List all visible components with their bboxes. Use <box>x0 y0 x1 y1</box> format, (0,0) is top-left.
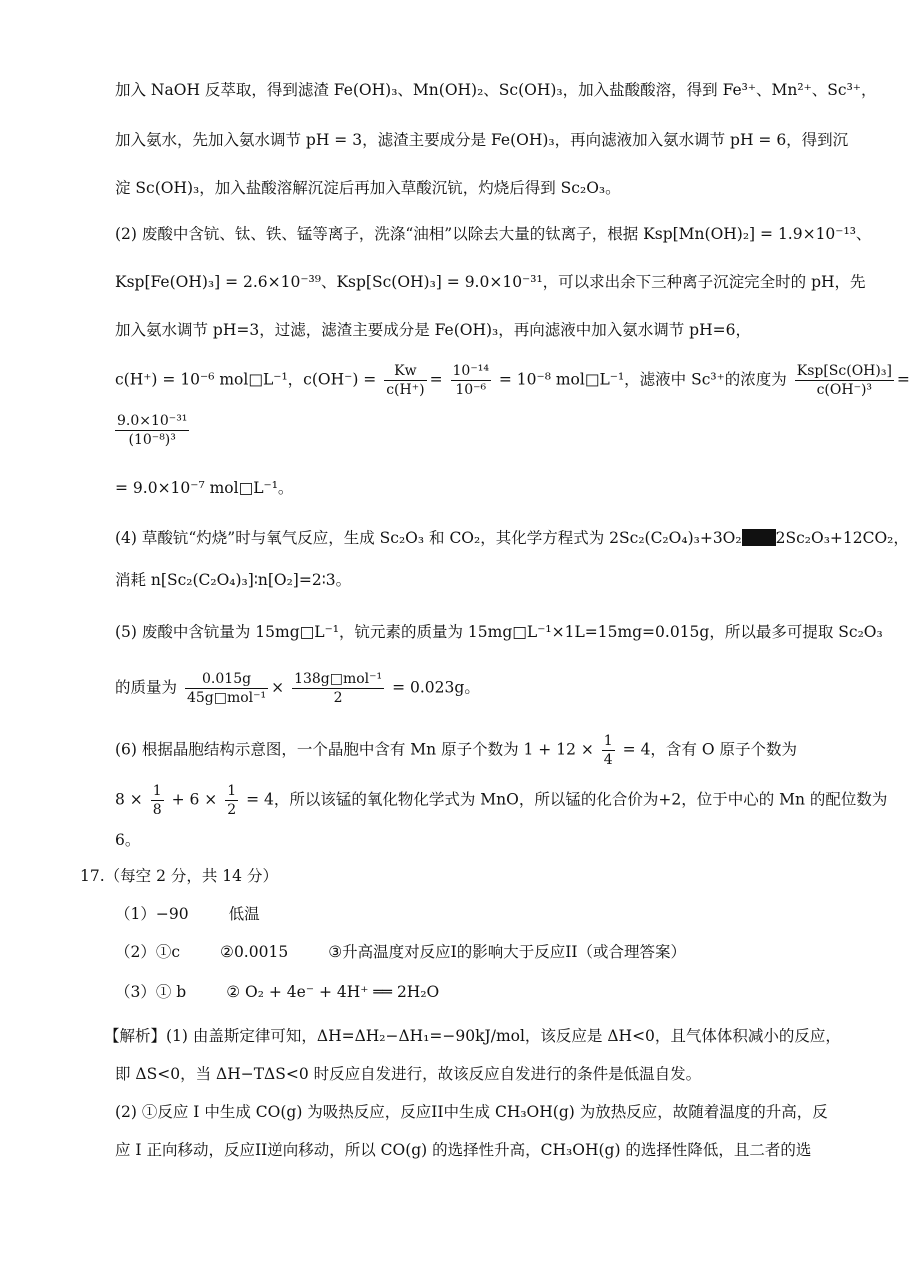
fraction <box>292 670 384 707</box>
answer-part: ② O₂ + 4e⁻ + 4H⁺ ══ 2H₂O <box>226 983 440 1001</box>
text-line: 【解析】(1) 由盖斯定律可知，ΔH=ΔH₂−ΔH₁=−90kJ/mol，该反应是 ΔH<0，且气体体积减小的反应， <box>104 1027 841 1045</box>
numerator: 1 <box>227 783 237 799</box>
text-segment: c(H⁺) = 10⁻⁶ mol□L⁻¹，c(OH⁻) = <box>115 370 377 389</box>
text-segment: = 4，所以该锰的氧化物化学式为 MnO，所以锰的化合价为+2，位于中心的 Mn 的配位数为 <box>246 790 888 809</box>
text-segment: = 10⁻⁸ mol□L⁻¹，滤液中 Sc³⁺的浓度为 <box>498 370 787 389</box>
text-segment: = 4，含有 O 原子个数为 <box>622 740 797 759</box>
text-line: Ksp[Fe(OH)₃] = 2.6×10⁻³⁹、Ksp[Sc(OH)₃] = 9.0×10⁻³¹，可以求出余下三种离子沉淀完全时的 pH，先 <box>115 273 866 291</box>
text-segment: (4) 草酸钪“灼烧”时与氧气反应，生成 Sc₂O₃ 和 CO₂，其化学方程式为 2Sc₂(C₂O₄)₃+3O₂ <box>115 529 742 547</box>
numerator: Ksp[Sc(OH)₃] <box>796 363 892 379</box>
denominator: 2 <box>227 802 237 818</box>
redacted-condition-mark <box>742 529 776 546</box>
text-line: (5) 废酸中含钪量为 15mg□L⁻¹，钪元素的质量为 15mg□L⁻¹×1L=15mg=0.015g，所以最多可提取 Sc₂O₃ <box>115 623 883 641</box>
numerator: 10⁻¹⁴ <box>452 363 489 379</box>
text-line: (2) 废酸中含钪、钛、铁、锰等离子，洗涤“油相”以除去大量的钛离子，根据 Ksp[Mn(OH)₂] = 1.9×10⁻¹³、 <box>115 225 872 243</box>
text-line: 加入氨水调节 pH=3，过滤，滤渣主要成分是 Fe(OH)₃，再向滤液中加入氨水调节 pH=6， <box>115 321 751 339</box>
text-line: 消耗 n[Sc₂(C₂O₄)₃]∶n[O₂]=2∶3。 <box>115 571 352 589</box>
denominator: 10⁻⁶ <box>455 382 487 398</box>
equation-line <box>115 412 192 449</box>
answer-part: （3）① b <box>115 983 187 1001</box>
fraction <box>384 362 426 399</box>
fraction <box>185 670 268 707</box>
denominator: (10⁻⁸)³ <box>128 432 176 448</box>
answer-line <box>115 942 686 962</box>
text-line: 6。 <box>115 831 141 849</box>
answer-line <box>115 904 260 924</box>
answer-part: （1）−90 <box>115 905 189 923</box>
fraction <box>602 732 615 769</box>
question-heading: 17.（每空 2 分，共 14 分） <box>80 867 278 885</box>
equation-line <box>115 528 909 548</box>
numerator: 1 <box>603 733 613 749</box>
text-segment: 8 × <box>115 790 143 809</box>
equation-line: c(H⁺) = 10⁻⁶ mol□L⁻¹，c(OH⁻) = $\frac{Kw}{c(H^+)}$ = $\frac{\text{10⁻¹⁴}}{\text{10⁻⁶}}$ = 10⁻⁸ mol□L⁻¹，滤液中 Sc³⁺的浓度为 $\frac{\text{Ksp[Sc(OH)₃]}}{\text{c(OH⁻)³}}$ = <box>115 363 910 398</box>
text-line: (2) ①反应 I 中生成 CO(g) 为吸热反应，反应II中生成 CH₃OH(g) 为放热反应，故随着温度的升高，反 <box>115 1103 828 1121</box>
denominator: 2 <box>333 690 343 706</box>
text-line: 加入氨水，先加入氨水调节 pH = 3，滤渣主要成分是 Fe(OH)₃，再向滤液加入氨水调节 pH = 6，得到沉 <box>115 131 849 149</box>
denominator: c(OH⁻)³ <box>816 382 873 398</box>
answer-part: ②0.0015 <box>220 943 289 961</box>
text-line: 淀 Sc(OH)₃，加入盐酸溶解沉淀后再加入草酸沉钪，灼烧后得到 Sc₂O₃。 <box>115 179 621 197</box>
answer-part: （2）①c <box>115 943 181 961</box>
numerator: 138g□mol⁻¹ <box>294 671 383 687</box>
text-segment: 2Sc₂O₃+12CO₂， <box>775 529 909 547</box>
text-segment: = 0.023g。 <box>392 678 480 697</box>
text-line: 即 ΔS<0，当 ΔH−TΔS<0 时反应自发进行，故该反应自发进行的条件是低温自发。 <box>115 1065 702 1083</box>
text-line: 加入 NaOH 反萃取，得到滤渣 Fe(OH)₃、Mn(OH)₂、Sc(OH)₃，加入盐酸酸溶，得到 Fe³⁺、Mn²⁺、Sc³⁺， <box>115 81 877 99</box>
denominator: c(H⁺) <box>386 382 425 398</box>
fraction <box>225 782 238 819</box>
equation-line: 的质量为 $\frac{0.015g}{\text{45g□mol⁻¹}}$ × $\frac{\text{138g□mol⁻¹}}{2}$ = 0.023g。 <box>115 671 480 706</box>
denominator: 4 <box>603 752 613 768</box>
fraction <box>115 412 189 449</box>
text-line: 应 I 正向移动，反应II逆向移动，所以 CO(g) 的选择性升高，CH₃OH(g) 的选择性降低，且二者的选 <box>115 1141 812 1159</box>
fraction <box>795 362 894 399</box>
equation-line <box>115 732 797 769</box>
fraction <box>451 362 491 399</box>
numerator: 0.015g <box>185 670 268 689</box>
numerator: 9.0×10⁻³¹ <box>117 413 188 429</box>
numerator: Kw <box>384 362 426 381</box>
text-line: = 9.0×10⁻⁷ mol□L⁻¹。 <box>115 479 294 497</box>
text-segment: + 6 × <box>171 790 218 809</box>
answer-part: 低温 <box>228 905 260 923</box>
denominator: 45g□mol⁻¹ <box>186 690 267 706</box>
equation-line <box>115 782 887 819</box>
answer-part: ③升高温度对反应I的影响大于反应II（或合理答案） <box>328 943 686 961</box>
text-segment: 的质量为 <box>115 678 178 697</box>
text-segment: (6) 根据晶胞结构示意图，一个晶胞中含有 Mn 原子个数为 1 + 12 × <box>115 740 594 759</box>
denominator: 8 <box>152 802 162 818</box>
numerator: 1 <box>152 783 162 799</box>
fraction <box>151 782 164 819</box>
answer-line <box>115 982 439 1002</box>
